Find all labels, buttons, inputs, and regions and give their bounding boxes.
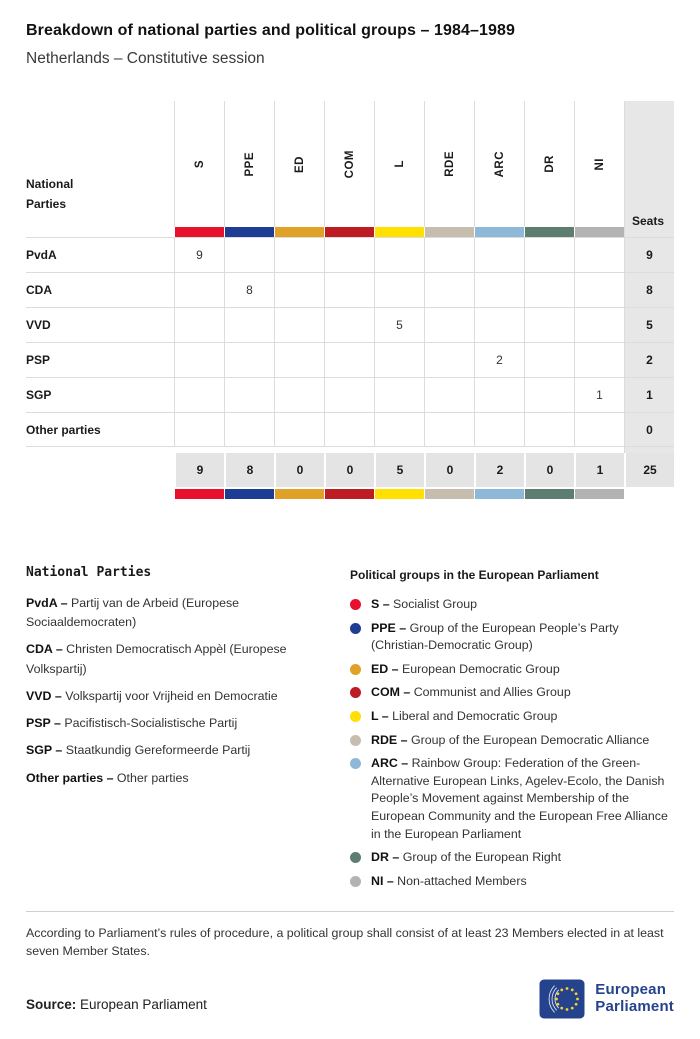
row-seats-total: 0: [624, 412, 674, 447]
group-color-dot: [350, 876, 361, 887]
seat-count-cell: [274, 342, 324, 377]
seat-count-cell: [224, 342, 274, 377]
logo-word-2: Parliament: [595, 997, 674, 1015]
seat-count-cell: [524, 272, 574, 307]
seat-count-cell: [174, 377, 224, 412]
column-total-S: 9: [174, 453, 224, 487]
group-color-bar-bottom: [424, 489, 474, 499]
seat-count-cell: [574, 272, 624, 307]
column-total-PPE: 8: [224, 453, 274, 487]
seat-count-cell: [474, 377, 524, 412]
seat-count-cell: [474, 307, 524, 342]
seat-count-cell: [174, 412, 224, 447]
column-header-label: COM: [343, 149, 356, 179]
party-name: PSP: [26, 342, 174, 377]
group-color-bar: [174, 227, 224, 237]
row-seats-total: 2: [624, 342, 674, 377]
group-legend-text: ED – European Democratic Group: [371, 661, 560, 676]
political-groups-legend: [350, 565, 674, 897]
column-header-label: NI: [593, 157, 606, 171]
column-total-COM: 0: [324, 453, 374, 487]
seat-count-cell: 8: [224, 272, 274, 307]
logo-word-1: European: [595, 980, 667, 998]
group-color-dot: [350, 735, 361, 746]
group-legend-item: [350, 708, 674, 726]
column-total-ARC: 2: [474, 453, 524, 487]
page-subtitle: Netherlands – Constitutive session: [26, 50, 265, 67]
group-color-bar-bottom: [524, 489, 574, 499]
column-header-S: [174, 101, 224, 227]
column-total-DR: 0: [524, 453, 574, 487]
seats-table: [26, 101, 674, 499]
seat-count-cell: [324, 307, 374, 342]
national-parties-legend-list: [26, 594, 326, 788]
footnote-text: According to Parliament’s rules of procedure, a political group shall consist of at least 23 Members elected in at least seven Member States.: [26, 925, 664, 959]
seat-count-cell: [324, 237, 374, 272]
column-header-label: DR: [543, 155, 556, 173]
seat-count-cell: 2: [474, 342, 524, 377]
group-color-dot: [350, 852, 361, 863]
group-legend-item: [350, 596, 674, 614]
seat-count-cell: [424, 307, 474, 342]
eu-flag-icon: [539, 979, 585, 1019]
european-parliament-logo: [539, 979, 674, 1019]
column-total-L: 5: [374, 453, 424, 487]
political-groups-legend-list: [350, 596, 674, 891]
group-color-bar: [224, 227, 274, 237]
group-color-bar-bottom: [274, 489, 324, 499]
row-seats-total: 1: [624, 377, 674, 412]
seat-count-cell: [224, 377, 274, 412]
seat-count-cell: [374, 412, 424, 447]
group-color-bar: [574, 227, 624, 237]
seat-count-cell: [174, 342, 224, 377]
seat-count-cell: [474, 272, 524, 307]
row-seats-total: 9: [624, 237, 674, 272]
column-header-PPE: [224, 101, 274, 227]
group-color-bar-bottom: [474, 489, 524, 499]
group-color-bar-bottom: [224, 489, 274, 499]
column-header-label: L: [393, 160, 406, 168]
column-header-label: PPE: [243, 151, 256, 177]
seat-count-cell: [524, 237, 574, 272]
seat-count-cell: [524, 412, 574, 447]
group-color-bar: [424, 227, 474, 237]
group-color-bar-bottom: [174, 489, 224, 499]
group-color-bar: [274, 227, 324, 237]
seat-count-cell: [574, 307, 624, 342]
seat-count-cell: [474, 237, 524, 272]
group-legend-item: [350, 849, 674, 867]
group-legend-item: [350, 873, 674, 891]
seat-count-cell: 5: [374, 307, 424, 342]
group-color-bar: [524, 227, 574, 237]
column-header-label: ED: [293, 155, 306, 173]
legend-section: [26, 565, 674, 897]
party-legend-item: CDA – Christen Democratisch Appèl (Europese Volkspartij): [26, 642, 287, 676]
group-color-dot: [350, 664, 361, 675]
footer: [26, 979, 674, 1019]
seat-count-cell: 9: [174, 237, 224, 272]
group-color-bar: [374, 227, 424, 237]
logo-wordmark: [595, 982, 674, 1016]
national-parties-legend-title: National Parties: [26, 565, 152, 580]
group-legend-text: RDE – Group of the European Democratic Alliance: [371, 732, 650, 747]
party-legend-item: Other parties – Other parties: [26, 770, 189, 785]
seat-count-cell: [274, 377, 324, 412]
seat-count-cell: [474, 412, 524, 447]
seat-count-cell: [374, 272, 424, 307]
seat-count-cell: [574, 342, 624, 377]
seat-count-cell: [424, 272, 474, 307]
party-name: Other parties: [26, 412, 174, 447]
column-header-RDE: [424, 101, 474, 227]
party-name: PvdA: [26, 237, 174, 272]
seat-count-cell: [424, 412, 474, 447]
seat-count-cell: [374, 237, 424, 272]
seat-count-cell: [424, 377, 474, 412]
column-header-ED: [274, 101, 324, 227]
seat-count-cell: [574, 412, 624, 447]
seat-count-cell: [324, 342, 374, 377]
column-header-DR: [524, 101, 574, 227]
group-legend-text: DR – Group of the European Right: [371, 850, 562, 865]
group-color-bar: [474, 227, 524, 237]
seat-count-cell: [424, 342, 474, 377]
grand-total: 25: [624, 453, 674, 487]
seat-count-cell: [374, 342, 424, 377]
seat-count-cell: [224, 412, 274, 447]
column-header-label: RDE: [443, 151, 456, 177]
group-color-dot: [350, 758, 361, 769]
seat-count-cell: [274, 412, 324, 447]
seat-count-cell: [174, 307, 224, 342]
column-header-label: S: [193, 159, 206, 169]
seat-count-cell: [324, 412, 374, 447]
source-label: Source:: [26, 996, 77, 1012]
group-color-dot: [350, 687, 361, 698]
political-groups-legend-title: Political groups in the European Parliament: [350, 568, 599, 582]
seat-count-cell: [274, 237, 324, 272]
group-legend-item: [350, 620, 674, 655]
group-legend-text: L – Liberal and Democratic Group: [371, 709, 558, 724]
party-name: SGP: [26, 377, 174, 412]
source-value: European Parliament: [80, 996, 207, 1012]
seat-count-cell: [224, 307, 274, 342]
page-title: Breakdown of national parties and political groups – 1984–1989: [26, 22, 516, 39]
seat-count-cell: [274, 307, 324, 342]
group-color-bar-bottom: [324, 489, 374, 499]
seat-count-cell: 1: [574, 377, 624, 412]
column-header-L: [374, 101, 424, 227]
seat-count-cell: [324, 377, 374, 412]
party-name: VVD: [26, 307, 174, 342]
column-total-ED: 0: [274, 453, 324, 487]
group-color-dot: [350, 711, 361, 722]
column-header-ARC: [474, 101, 524, 227]
group-legend-text: PPE – Group of the European People’s Party (Christian-Democratic Group): [371, 620, 619, 653]
party-legend-item: PvdA – Partij van de Arbeid (Europese Sociaaldemocraten): [26, 596, 240, 630]
seats-column-header: Seats: [624, 101, 674, 237]
seat-count-cell: [424, 237, 474, 272]
row-header: [26, 101, 174, 227]
seat-count-cell: [324, 272, 374, 307]
seat-count-cell: [274, 272, 324, 307]
seat-count-cell: [224, 237, 274, 272]
group-color-dot: [350, 623, 361, 634]
seat-count-cell: [524, 377, 574, 412]
group-legend-item: [350, 732, 674, 750]
row-header-line: Parties: [26, 197, 67, 212]
column-total-RDE: 0: [424, 453, 474, 487]
column-header-COM: [324, 101, 374, 227]
national-parties-legend: [26, 565, 326, 897]
group-color-bar: [324, 227, 374, 237]
divider-line: [26, 911, 674, 912]
party-legend-item: PSP – Pacifistisch-Socialistische Partij: [26, 716, 238, 731]
party-name: CDA: [26, 272, 174, 307]
row-seats-total: 5: [624, 307, 674, 342]
seat-count-cell: [174, 272, 224, 307]
group-color-bar-bottom: [374, 489, 424, 499]
group-color-bar-bottom: [574, 489, 624, 499]
party-legend-item: VVD – Volkspartij voor Vrijheid en Democratie: [26, 688, 278, 703]
group-legend-text: COM – Communist and Allies Group: [371, 685, 571, 700]
group-legend-item: [350, 755, 674, 843]
seat-count-cell: [374, 377, 424, 412]
group-color-dot: [350, 599, 361, 610]
group-legend-text: ARC – Rainbow Group: Federation of the Green-Alternative European Links, Agelev-Ecolo, the Danish People’s Movement against Membership of the European Community and the European Free Alliance in the European Parliament: [371, 756, 668, 841]
seat-count-cell: [524, 307, 574, 342]
seat-count-cell: [524, 342, 574, 377]
group-legend-text: NI – Non-attached Members: [371, 873, 527, 888]
column-total-NI: 1: [574, 453, 624, 487]
source-note: [26, 997, 207, 1019]
party-legend-item: SGP – Staatkundig Gereformeerde Partij: [26, 743, 251, 758]
row-header-line: National: [26, 177, 74, 192]
column-header-label: ARC: [493, 150, 506, 178]
group-legend-text: S – Socialist Group: [371, 597, 478, 611]
column-header-NI: [574, 101, 624, 227]
group-legend-item: [350, 661, 674, 679]
group-legend-item: [350, 684, 674, 702]
row-seats-total: 8: [624, 272, 674, 307]
seat-count-cell: [574, 237, 624, 272]
